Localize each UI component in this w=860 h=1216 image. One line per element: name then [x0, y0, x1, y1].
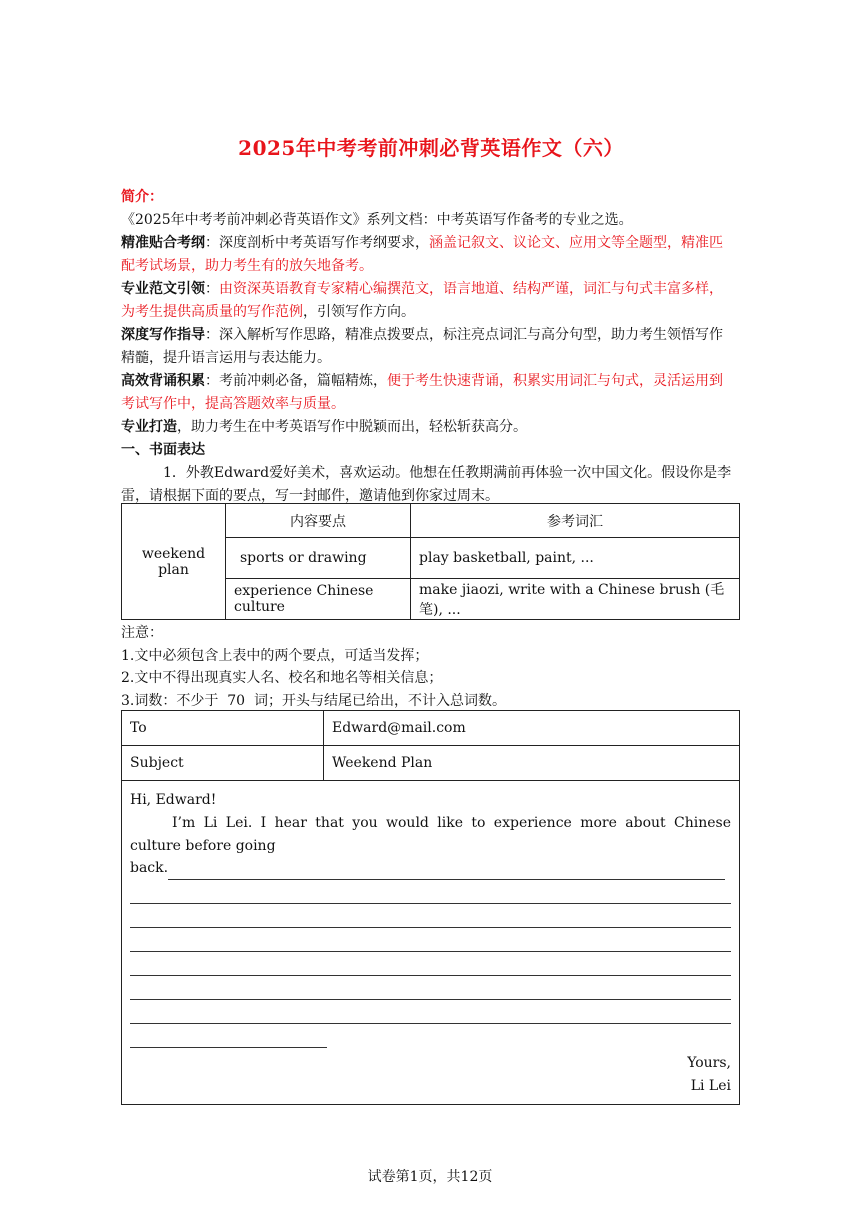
- intro-line: 《2025年中考考前冲刺必背英语作文》系列文档：中考英语写作备考的专业之选。: [121, 212, 633, 228]
- table-cell: sports or drawing: [226, 538, 411, 579]
- paragraph-label: 精准贴合考纲: [121, 235, 205, 251]
- email-subject-label: Subject: [122, 746, 324, 781]
- letter-greeting: Hi, Edward!: [130, 792, 217, 808]
- table-cell: play basketball, paint, ...: [411, 538, 740, 579]
- writing-line: [130, 1001, 731, 1024]
- writing-line: [130, 881, 731, 904]
- writing-line: [130, 953, 731, 976]
- paragraph-label: 高效背诵积累: [121, 373, 205, 389]
- paragraph-label: 专业打造: [121, 419, 177, 435]
- email-table: [121, 710, 740, 1105]
- writing-line: [130, 1025, 327, 1048]
- email-to-label: To: [122, 711, 324, 746]
- writing-line: [130, 977, 731, 1000]
- intro-paragraph: [121, 416, 735, 439]
- task-description: 1．外教Edward爱好美术，喜欢运动。他想在任教期满前再体验一次中国文化。假设你是李雷，请根据下面的要点，写一封邮件，邀请他到你家过周末。: [121, 465, 732, 504]
- paragraph-text: ：深度剖析中考英语写作考纲要求，: [205, 235, 429, 251]
- note-item: 3.词数：不少于 70 词；开头与结尾已给出，不计入总词数。: [121, 692, 506, 709]
- paragraph-tail: ，引领写作方向。: [303, 304, 415, 320]
- paragraph-highlight: 便于考生快速背诵，积累实用词汇与句式，灵活运用到考试写作中，提高答题效率与质量。: [121, 373, 723, 412]
- paragraph-text: ，助力考生在中考英语写作中脱颖而出，轻松斩获高分。: [177, 419, 527, 435]
- paragraph-text: ：深入解析写作思路，精准点拨要点，标注亮点词汇与高分句型，助力考生领悟写作精髓，提升语言运用与表达能力。: [121, 327, 723, 366]
- paragraph-text: ：考前冲刺必备，篇幅精炼，: [205, 373, 387, 389]
- letter-closing: Yours,: [687, 1055, 731, 1071]
- table-header: 参考词汇: [411, 504, 740, 538]
- letter-signature: Li Lei: [690, 1078, 731, 1094]
- email-subject-value: Weekend Plan: [324, 746, 740, 781]
- plan-row-label: weekend plan: [122, 504, 226, 620]
- paragraph-label: 专业范文引领: [121, 281, 205, 297]
- writing-line: [130, 858, 731, 880]
- page-title: 2025年中考考前冲刺必背英语作文（六）: [238, 136, 624, 160]
- notes-heading: 注意：: [121, 625, 163, 641]
- intro-paragraph: [121, 370, 735, 416]
- paragraph-label: 深度写作指导: [121, 327, 205, 343]
- note-item: 2.文中不得出现真实人名、校名和地名等相关信息；: [121, 670, 443, 686]
- table-header: 内容要点: [226, 504, 411, 538]
- intro-paragraph: [121, 324, 735, 370]
- note-item: 1.文中必须包含上表中的两个要点，可适当发挥；: [121, 647, 429, 664]
- section-heading: 一、书面表达: [121, 442, 205, 458]
- paragraph-highlight: 由资深英语教育专家精心编撰范文，语言地道、结构严谨，词汇与句式丰富多样，为考生提供高质量的写作范例: [121, 281, 723, 320]
- intro-section: [121, 186, 735, 508]
- intro-heading: 简介：: [121, 189, 163, 205]
- writing-line: [130, 929, 731, 952]
- paragraph-text: ：: [205, 281, 219, 297]
- notes-section: [121, 622, 735, 712]
- blank-line: [168, 863, 725, 880]
- writing-line: [130, 905, 731, 928]
- letter-opening: I’m Li Lei. I hear that you would like to experience more about Chinese culture before going: [130, 815, 731, 854]
- paragraph-highlight: 涵盖记叙文、议论文、应用文等全题型，精准匹配考试场景，助力考生有的放矢地备考。: [121, 235, 723, 274]
- table-cell: make jiaozi, write with a Chinese brush (毛笔), ...: [411, 579, 740, 620]
- letter-body: [122, 781, 740, 1105]
- plan-table: [121, 503, 740, 620]
- intro-paragraph: [121, 232, 735, 278]
- letter-opening-end: back.: [130, 860, 169, 876]
- page-footer: 试卷第1页，共12页: [367, 1169, 493, 1185]
- intro-paragraph: [121, 278, 735, 324]
- email-to-value: Edward@mail.com: [324, 711, 740, 746]
- table-cell: experience Chinese culture: [226, 579, 411, 620]
